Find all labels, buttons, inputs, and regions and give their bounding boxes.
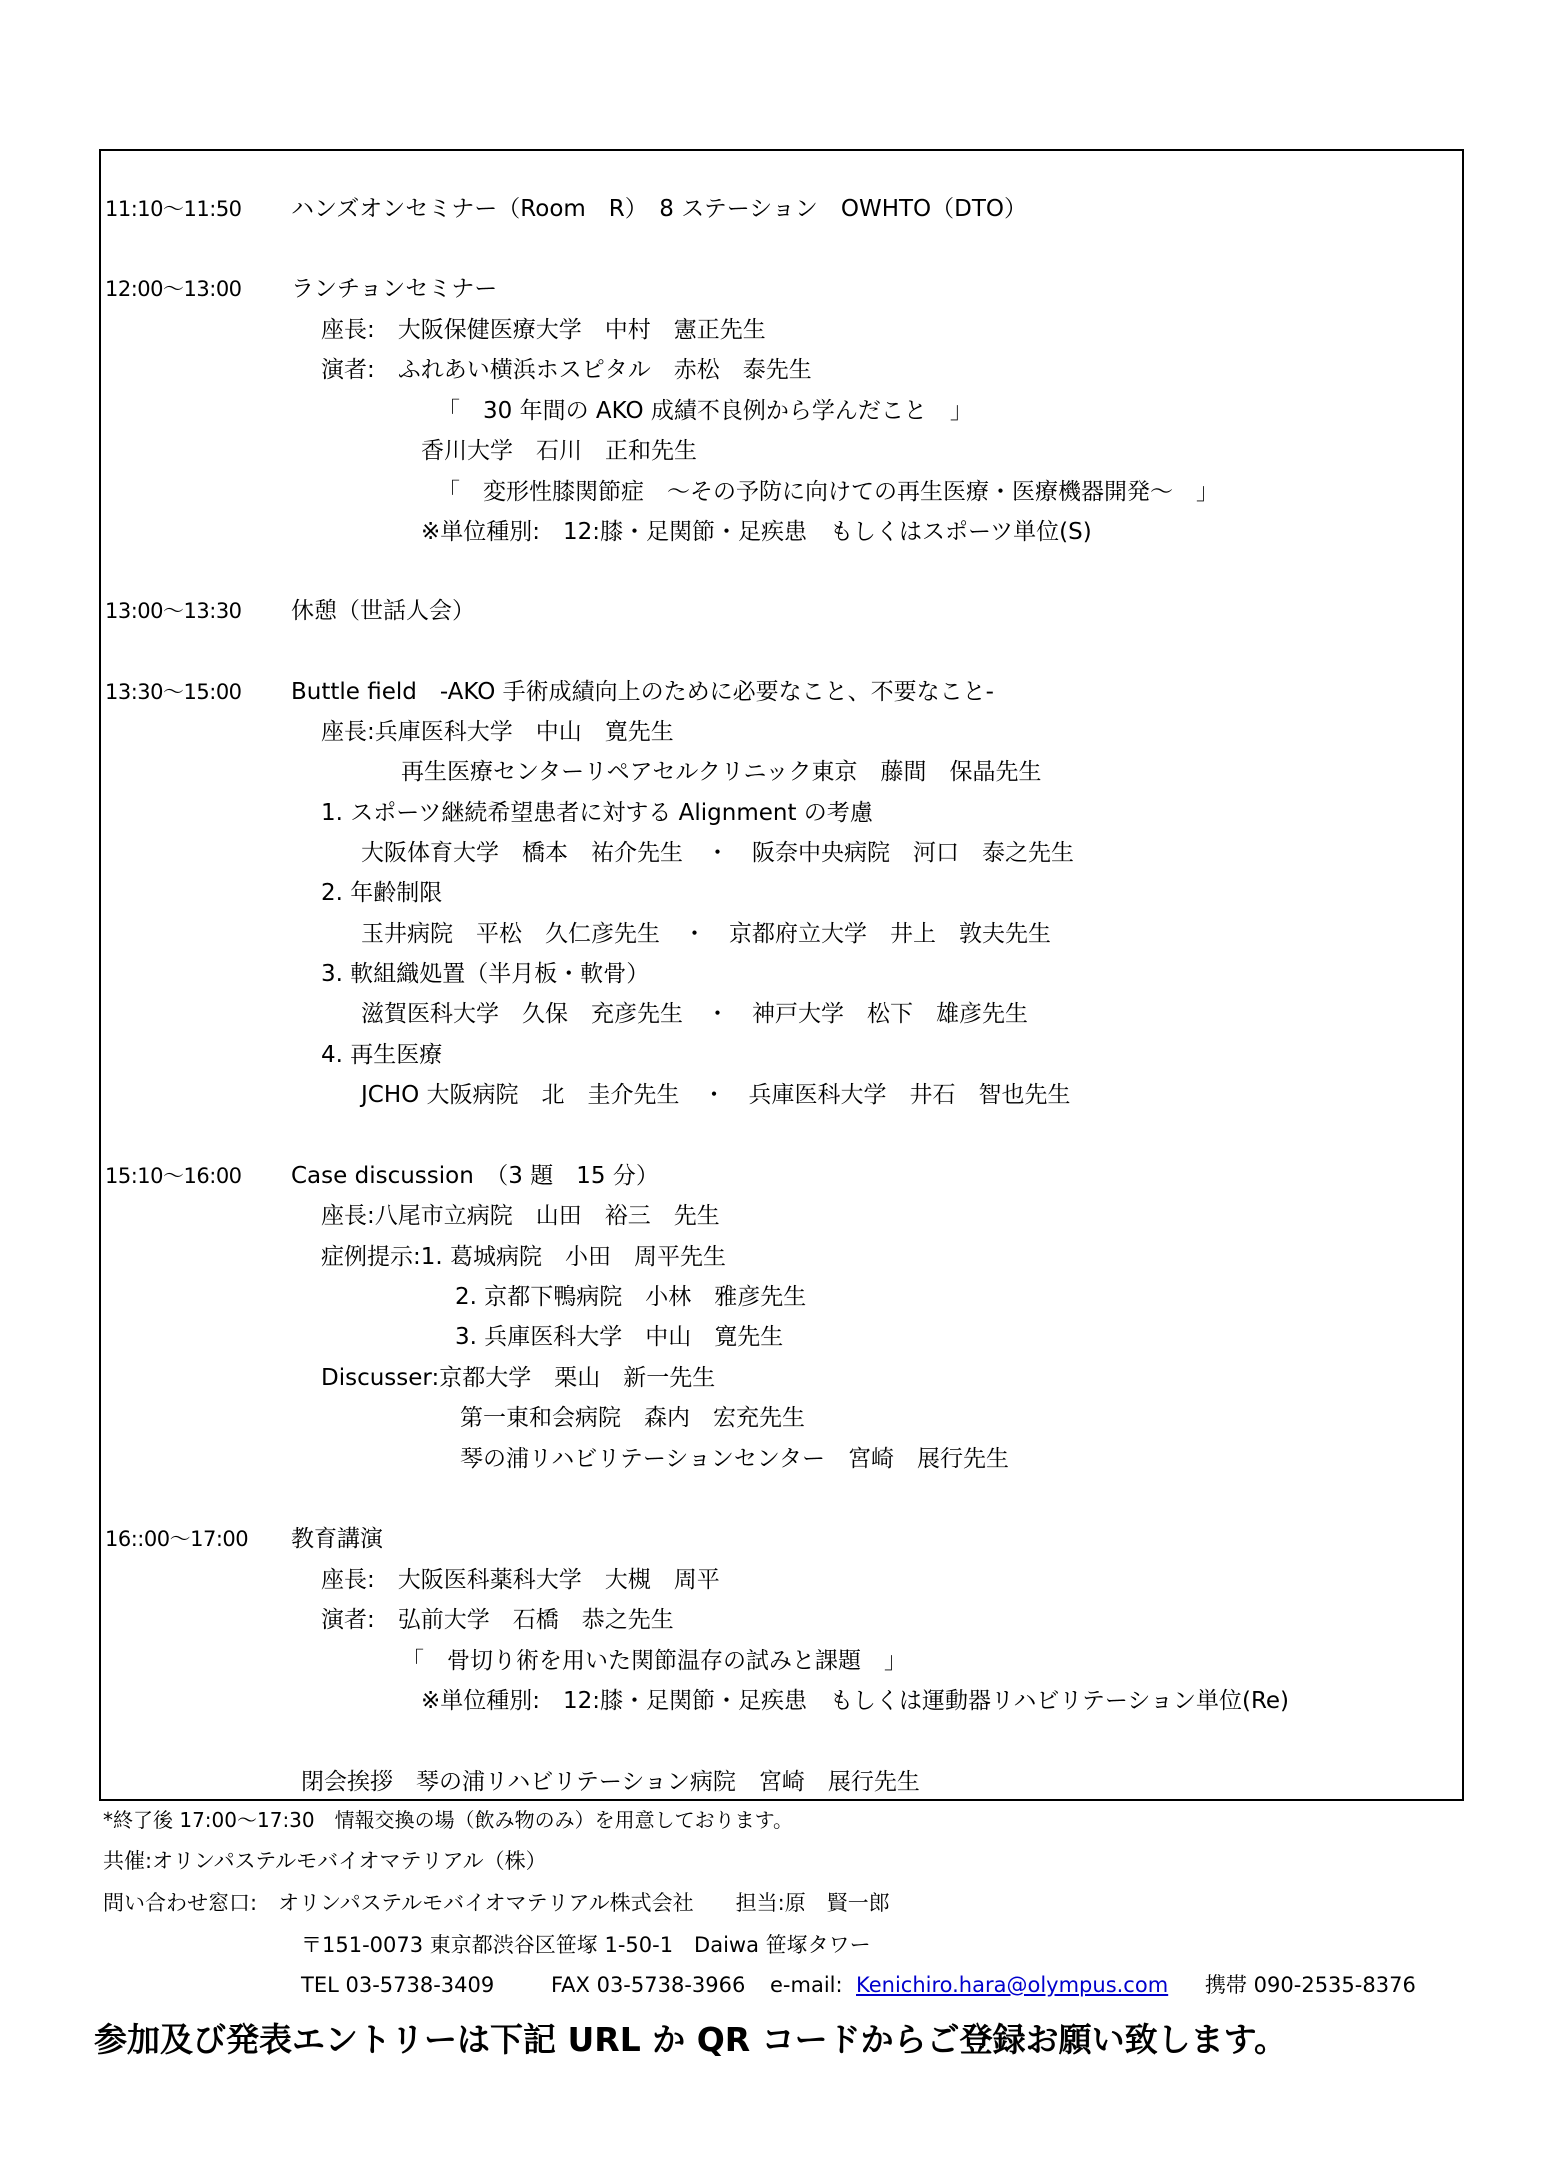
talk-title: 「 変形性膝関節症 ～その予防に向けての再生医療・医療機器開発～ 」: [437, 479, 1219, 505]
cosponsor: 共催:オリンパステルモバイオマテリアル（株）: [103, 1849, 547, 1873]
fax: FAX 03-5738-3966: [551, 1973, 746, 1997]
topic-line: 2. 年齢制限: [321, 880, 443, 906]
people-line: 滋賀医科大学 久保 充彦先生 ・ 神戸大学 松下 雄彦先生: [361, 1001, 1028, 1027]
case-line: 3. 兵庫医科大学 中山 寛先生: [455, 1324, 784, 1350]
topic-line: 4. 再生医療: [321, 1042, 443, 1068]
session-title: Case discussion （3 題 15 分）: [291, 1163, 659, 1189]
session-time: 12:00～13:00: [105, 277, 242, 301]
topic-line: 3. 軟組織処置（半月板・軟骨）: [321, 961, 650, 987]
session-time: 13:00～13:30: [105, 599, 242, 623]
talk-title: 「 骨切り術を用いた関節温存の試みと課題 」: [401, 1648, 907, 1674]
contact: 問い合わせ窓口: オリンパステルモバイオマテリアル株式会社 担当:原 賢一郎: [103, 1891, 890, 1915]
discusser-line: Discusser:京都大学 栗山 新一先生: [321, 1365, 716, 1391]
chair-line: 再生医療センターリペアセルクリニック東京 藤間 保晶先生: [401, 759, 1042, 785]
case-line: 症例提示:1. 葛城病院 小田 周平先生: [321, 1244, 727, 1270]
chair-line: 座長: 大阪医科薬科大学 大槻 周平: [321, 1567, 720, 1593]
people-line: 大阪体育大学 橋本 祐介先生 ・ 阪奈中央病院 河口 泰之先生: [361, 840, 1074, 866]
closing-remarks: 閉会挨拶 琴の浦リハビリテーション病院 宮崎 展行先生: [301, 1769, 920, 1795]
case-line: 2. 京都下鴨病院 小林 雅彦先生: [455, 1284, 807, 1310]
topic-line: 1. スポーツ継続希望患者に対する Alignment の考慮: [321, 800, 873, 826]
session-title: 休憩（世話人会）: [291, 598, 475, 624]
mobile: 携帯 090-2535-8376: [1205, 1973, 1416, 1997]
tel: TEL 03-5738-3409: [301, 1973, 495, 1997]
session-title: ハンズオンセミナー（Room R） 8 ステーション OWHTO（DTO）: [291, 196, 1028, 222]
session-title: Buttle field -AKO 手術成績向上のために必要なこと、不要なこと-: [291, 679, 994, 705]
discusser-line: 第一東和会病院 森内 宏充先生: [460, 1405, 805, 1431]
after-event-note: *終了後 17:00～17:30 情報交換の場（飲み物のみ）を用意しております。: [103, 1808, 794, 1832]
chair-line: 座長: 大阪保健医療大学 中村 憲正先生: [321, 317, 766, 343]
session-title: ランチョンセミナー: [291, 276, 498, 302]
session-time: 15:10～16:00: [105, 1164, 242, 1188]
session-title: 教育講演: [291, 1526, 383, 1552]
session-time: 11:10～11:50: [105, 197, 242, 221]
speaker-line: 演者: 弘前大学 石橋 恭之先生: [321, 1607, 674, 1633]
chair-line: 座長:八尾市立病院 山田 裕三 先生: [321, 1203, 720, 1229]
discusser-line: 琴の浦リハビリテーションセンター 宮崎 展行先生: [460, 1446, 1010, 1472]
unit-note: ※単位種別: 12:膝・足関節・足疾患 もしくは運動器リハビリテーション単位(Re): [421, 1688, 1290, 1714]
email-label: e-mail:: [770, 1973, 843, 1997]
address: 〒151-0073 東京都渋谷区笹塚 1-50-1 Daiwa 笹塚タワー: [301, 1933, 871, 1957]
entry-notice: 参加及び発表エントリーは下記 URL か QR コードからご登録お願い致します。: [94, 2020, 1288, 2059]
email-link[interactable]: Kenichiro.hara@olympus.com: [856, 1973, 1169, 1997]
unit-note: ※単位種別: 12:膝・足関節・足疾患 もしくはスポーツ単位(S): [421, 519, 1092, 545]
chair-line: 座長:兵庫医科大学 中山 寛先生: [321, 719, 674, 745]
people-line: 玉井病院 平松 久仁彦先生 ・ 京都府立大学 井上 敦夫先生: [361, 921, 1051, 947]
speaker-line: 香川大学 石川 正和先生: [421, 438, 697, 464]
speaker-line: 演者: ふれあい横浜ホスピタル 赤松 泰先生: [321, 357, 812, 383]
talk-title: 「 30 年間の AKO 成績不良例から学んだこと 」: [437, 398, 973, 424]
session-time: 13:30～15:00: [105, 680, 242, 704]
session-time: 16::00～17:00: [105, 1527, 249, 1551]
people-line: JCHO 大阪病院 北 圭介先生 ・ 兵庫医科大学 井石 智也先生: [361, 1082, 1071, 1108]
